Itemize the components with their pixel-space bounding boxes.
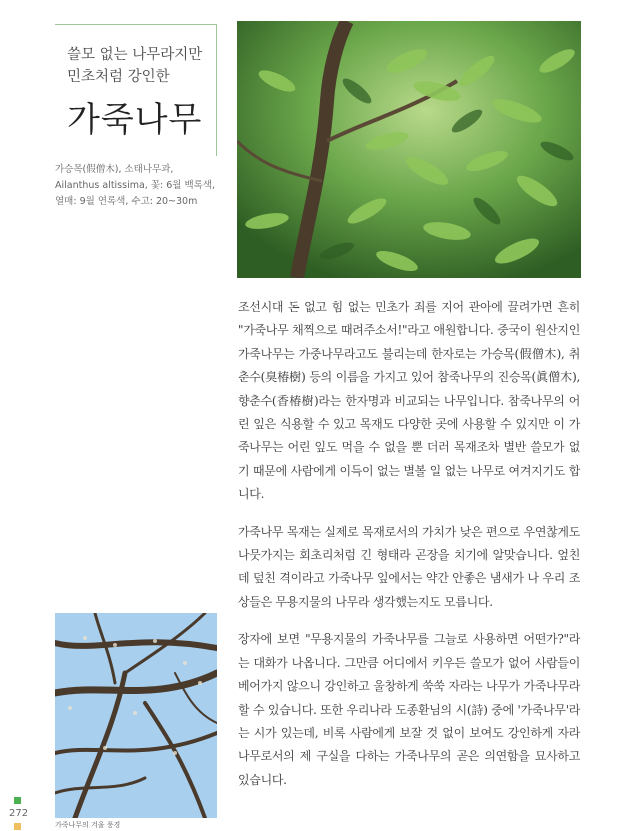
tree-leaves-photo <box>237 21 581 278</box>
paragraph: 조선시대 돈 없고 힘 없는 민초가 죄를 지어 관아에 끌려가면 흔히 "가죽나무 채찍으로 때려주소서!"라고 애원합니다. 중국이 원산지인 가죽나무는 가중나무라고도 불리는데 한자로는 가승목(假僧木), 취춘수(臭椿樹) 등의 이름을 가지고 있어 참죽나무의 진승목(眞僧木), 향춘수(香椿樹)라는 한자명과 비교되는 나무입니다. 참죽나무의 어린 잎은 식용할 수 있고 목재도 다양한 곳에 사용할 수 있지만 이 가죽나무는 어린 잎도 먹을 수 없을 뿐 더러 목재조차 별반 쓸모가 없기 때문에 사람에게 이득이 없는 별볼 일 없는 나무로 여겨지기도 합니다. <box>238 300 580 502</box>
leaves-illustration <box>237 21 581 278</box>
subtitle <box>67 44 217 88</box>
subtitle-line-2: 민초처럼 강인한 <box>67 69 170 85</box>
page-marker-yellow <box>14 823 21 830</box>
tree-winter-photo <box>55 613 217 818</box>
photo-caption: 가죽나무의 겨울 풍경 <box>55 821 121 829</box>
page-marker-green <box>14 797 21 804</box>
page-number: 272 <box>9 808 29 819</box>
subtitle-line-1: 쓸모 없는 나무라지만 <box>67 47 203 63</box>
tree-info: 가승목(假僧木), 소태나무과, Ailanthus altissima, 꽃: 6월 백록색, 열매: 9월 연록색, 수고: 20~30m <box>55 164 216 207</box>
branches-illustration <box>55 613 217 818</box>
paragraph: 가죽나무 목재는 실제로 목재로서의 가치가 낮은 편으로 우연찮게도 나뭇가지는 회초리처럼 긴 형태라 곤장을 치기에 알맞습니다. 엎친데 덮친 격이라고 가죽나무 잎에서는 약간 안좋은 냄새가 나 우리 조상들은 무용지물의 나무라 생각했는지도 모릅니다. <box>238 524 580 609</box>
article-body <box>238 296 580 806</box>
page-title: 가죽나무 <box>67 100 203 140</box>
paragraph: 장자에 보면 "무용지물의 가죽나무를 그늘로 사용하면 어떤가?"라는 대화가 나옵니다. 그만큼 어디에서 키우든 쓸모가 없어 사람들이 베어가지 않으니 강인하고 울창하게 쑥쑥 자라는 나무가 가죽나무라 할 수 있습니다. 또한 우리나라 도종환님의 시(詩) 중에 '가죽나무'라는 시가 있는데, 비록 사람에게 보잘 것 없이 보여도 강인하게 자라 나무로서의 제 구실을 다하는 가죽나무의 곧은 의연함을 묘사하고 있습니다. <box>238 632 580 787</box>
